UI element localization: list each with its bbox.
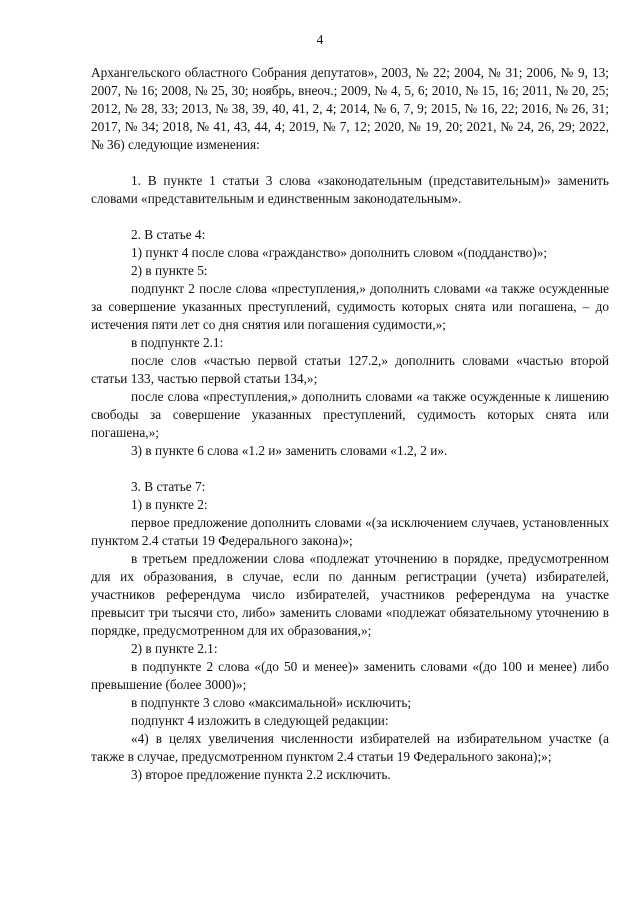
paragraph: 2. В статье 4:: [131, 227, 206, 242]
paragraph: в подпункте 2.1:: [131, 335, 224, 350]
paragraph: после слова «преступления,» дополнить словами «а также осужденные к лишению свободы за совершение указанных преступлений, судимость которых снята или погашена,»;: [91, 389, 609, 440]
paragraph: первое предложение дополнить словами «(за исключением случаев, установленных пунктом 2.4 статьи 19 Федерального закона)»;: [91, 515, 609, 548]
paragraph: 2) в пункте 5:: [131, 263, 208, 278]
paragraph: после слов «частью первой статьи 127.2,» дополнить словами «частью второй статьи 133, частью первой статьи 134,»;: [91, 353, 609, 386]
paragraph: 2) в пункте 2.1:: [131, 641, 218, 656]
paragraph: подпункт 4 изложить в следующей редакции:: [131, 713, 389, 728]
paragraph: подпункт 2 после слова «преступления,» дополнить словами «а также осужденные за совершение указанных преступлений, судимость которых снята или погашена, – до истечения пяти лет со дня снятия или погашения судимости,»;: [91, 281, 609, 332]
paragraph: Архангельского областного Собрания депутатов», 2003, № 22; 2004, № 31; 2006, № 9, 13; 2007, № 16; 2008, № 25, 30; ноябрь, внеоч.; 2009, № 4, 5, 6; 2010, № 15, 16; 2011, № 20, 25; 2012, № 28, 33; 2013, № 38, 39, 40, 41, 2, 4; 2014, № 6, 7, 9; 2015, № 16, 22; 2016, № 26, 31; 2017, № 34; 2018, № 41, 43, 44, 4; 2019, № 7, 12; 2020, № 19, 20; 2021, № 24, 26, 29; 2022, № 36) следующие изменения:: [91, 65, 609, 152]
paragraph: в подпункте 3 слово «максимальной» исключить;: [131, 695, 412, 710]
paragraph: 3) в пункте 6 слова «1.2 и» заменить словами «1.2, 2 и».: [131, 443, 448, 458]
paragraph: «4) в целях увеличения численности избирателей на избирательном участке (а также в случае, предусмотренном пунктом 2.4 статьи 19 Федерального закона);»;: [91, 731, 609, 764]
paragraph: 1) в пункте 2:: [131, 497, 208, 512]
paragraph: в подпункте 2 слова «(до 50 и менее)» заменить словами «(до 100 и менее) либо превышение (более 3000)»;: [91, 659, 609, 692]
paragraph: 3. В статье 7:: [131, 479, 206, 494]
paragraph: 1) пункт 4 после слова «гражданство» дополнить словом «(подданство)»;: [131, 245, 548, 260]
page-number: 4: [316, 32, 324, 47]
paragraph: в третьем предложении слова «подлежат уточнению в порядке, предусмотренном для их образования, в случае, если по данным регистрации (учета) избирателей, участников референдума число избирателей, участников референдума на участке превысит три тысячи сто, либо» заменить словами «подлежат обязательному уточнению в порядке, предусмотренном для их образования,»;: [91, 551, 609, 638]
paragraph: 3) второе предложение пункта 2.2 исключить.: [131, 767, 391, 782]
document-body: [91, 64, 609, 784]
paragraph: 1. В пункте 1 статьи 3 слова «законодательным (представительным)» заменить словами «представительным и единственным законодательным».: [91, 173, 609, 206]
